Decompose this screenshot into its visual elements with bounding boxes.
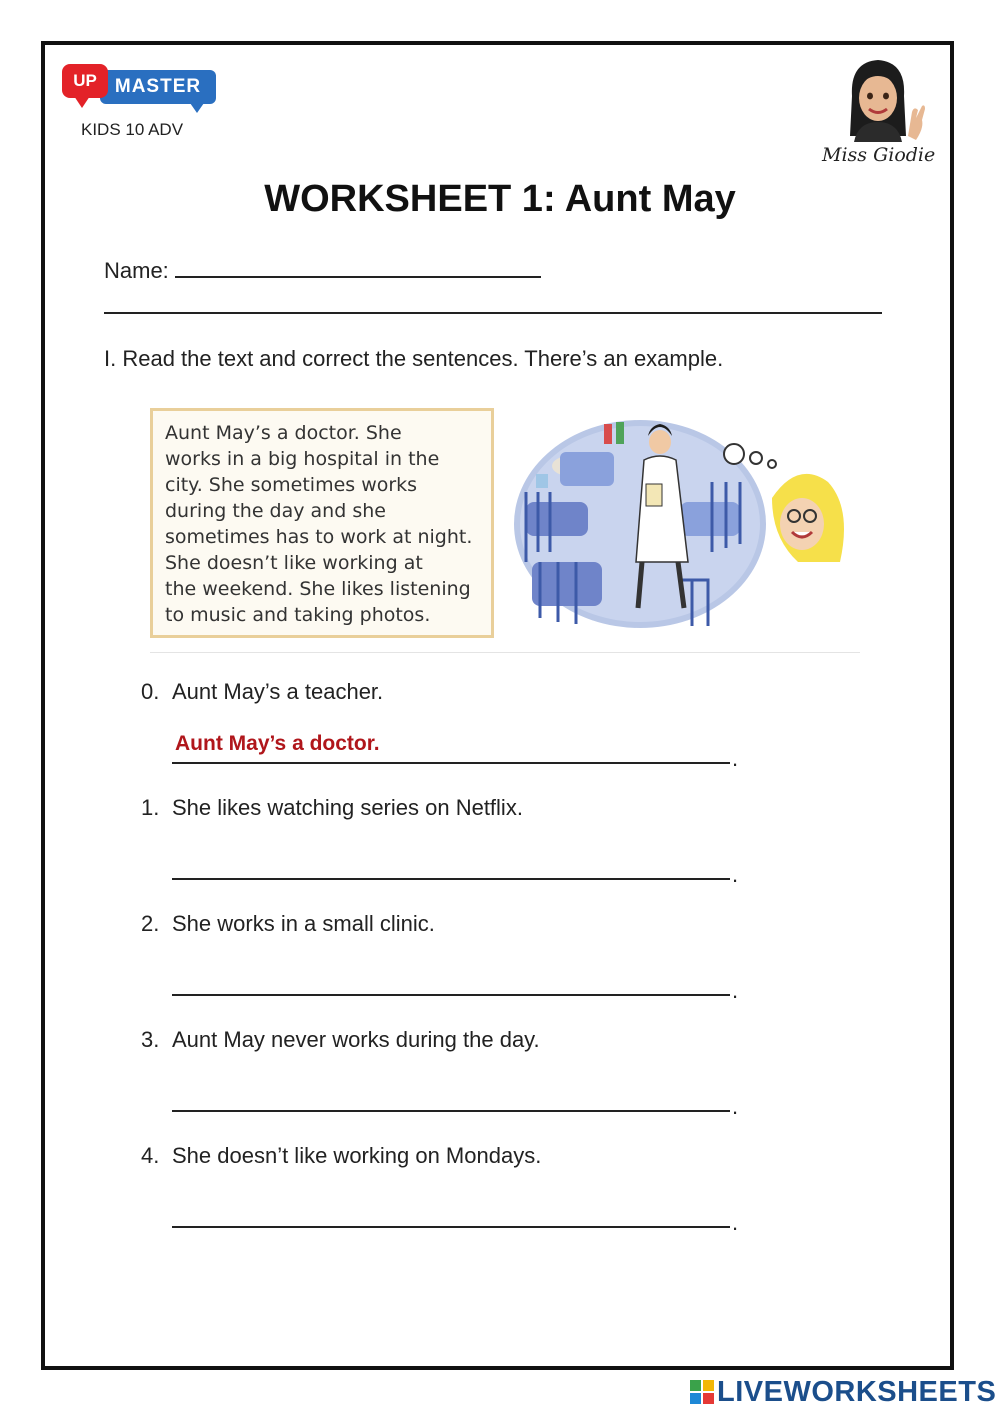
name-label: Name: — [104, 258, 169, 283]
answer-underline — [172, 994, 730, 996]
answer-period: . — [732, 1210, 739, 1235]
question-number: 0. — [141, 679, 160, 704]
question-number: 2. — [141, 911, 160, 936]
reading-text-box — [150, 408, 494, 638]
reading-line: Aunt May’s a doctor. She — [165, 422, 402, 444]
reading-line: city. She sometimes works — [165, 474, 418, 496]
hospital-illustration — [512, 412, 860, 634]
reading-line: during the day and she — [165, 500, 386, 522]
answer-underline — [172, 1110, 730, 1112]
answer-period: . — [732, 862, 739, 887]
teacher-signature: Miss Giodie — [822, 144, 936, 166]
question-text: She likes watching series on Netflix. — [172, 795, 523, 820]
question-text: She doesn’t like working on Mondays. — [172, 1143, 542, 1168]
class-level: KIDS 10 ADV — [81, 120, 184, 139]
brand-name: LIVEWORKSHEETS — [717, 1376, 997, 1408]
reading-line: She doesn’t like working at — [165, 552, 423, 574]
upmaster-logo — [62, 64, 222, 114]
answer-period: . — [732, 978, 739, 1003]
example-answer: Aunt May’s a doctor. — [175, 732, 380, 755]
worksheet-border — [41, 41, 954, 1370]
full-width-rule — [104, 312, 882, 314]
aunt-may-face-icon — [772, 474, 844, 562]
liveworksheets-brand — [690, 1376, 997, 1408]
logo-master-label: MASTER — [100, 70, 216, 104]
question-number: 4. — [141, 1143, 160, 1168]
answer-underline — [172, 878, 730, 880]
instruction-text: I. Read the text and correct the sentences. There’s an example. — [104, 346, 724, 371]
reading-line: works in a big hospital in the — [165, 448, 440, 470]
question-number: 1. — [141, 795, 160, 820]
logo-up-label: UP — [62, 64, 108, 98]
reading-line: the weekend. She likes listening — [165, 578, 471, 600]
question-item — [141, 911, 435, 937]
question-text: Aunt May never works during the day. — [172, 1027, 540, 1052]
worksheet-title: WORKSHEET 1: Aunt May — [264, 178, 736, 220]
name-input-line[interactable] — [175, 254, 541, 278]
answer-period: . — [732, 1094, 739, 1119]
illustration-divider — [150, 652, 860, 653]
question-text: She works in a small clinic. — [172, 911, 435, 936]
reading-line: sometimes has to work at night. — [165, 526, 473, 548]
question-item — [141, 1027, 540, 1053]
answer-underline — [172, 1226, 730, 1228]
reading-line: to music and taking photos. — [165, 604, 431, 626]
liveworksheets-logo-icon — [690, 1380, 714, 1404]
teacher-avatar-icon — [828, 56, 928, 142]
question-number: 3. — [141, 1027, 160, 1052]
question-text: Aunt May’s a teacher. — [172, 679, 384, 704]
name-row — [104, 254, 541, 284]
question-item — [141, 795, 523, 821]
answer-period: . — [732, 746, 739, 771]
question-item — [141, 1143, 541, 1169]
answer-underline — [172, 762, 730, 764]
question-item — [141, 679, 383, 705]
